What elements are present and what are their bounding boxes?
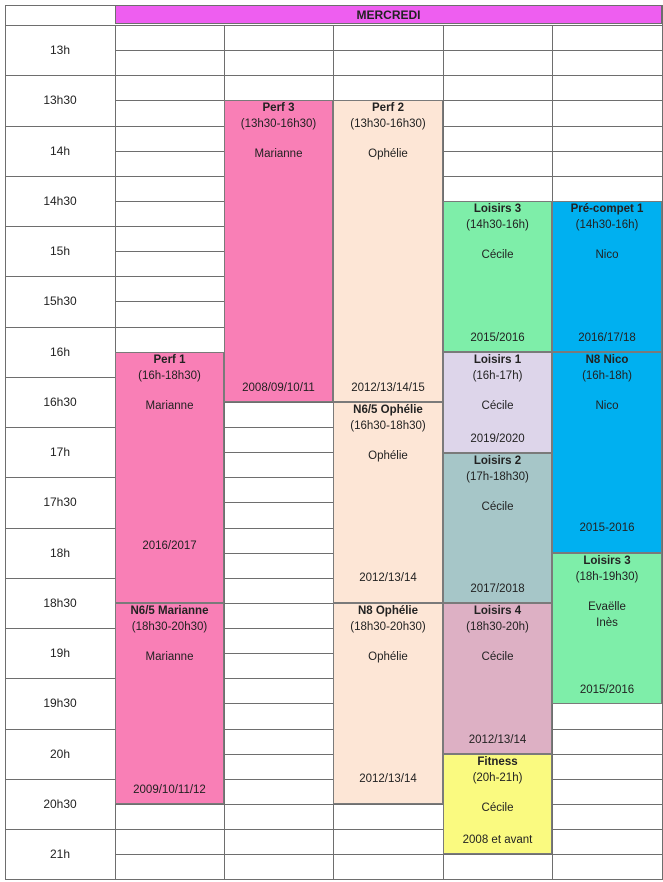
session-coach: Cécile (481, 802, 514, 814)
grid-line (115, 50, 662, 51)
session-title: Loisirs 2 (473, 455, 522, 467)
session-block[interactable] (224, 100, 333, 402)
session-hours: (14h30-16h) (466, 218, 529, 231)
session-years: 2008/09/10/11 (242, 381, 315, 394)
session-hours: (20h-21h) (472, 771, 523, 784)
session-block[interactable] (443, 603, 552, 754)
session-hours: (16h-17h) (472, 369, 523, 382)
time-label: 21h (49, 847, 71, 861)
session-hours: (18h30-20h30) (131, 620, 208, 633)
session-coach: Nico (595, 400, 619, 412)
session-title: Loisirs 3 (473, 203, 522, 215)
session-title: Loisirs 1 (473, 354, 522, 366)
time-label: 20h30 (43, 797, 77, 811)
session-coach: Ophélie (368, 450, 408, 462)
time-label: 18h (49, 546, 71, 560)
session-hours: (18h-19h30) (575, 570, 639, 583)
session-years: 2015-2016 (579, 521, 635, 534)
time-label: 14h (49, 144, 71, 158)
time-label: 20h (49, 747, 71, 761)
time-label: 16h30 (43, 395, 77, 409)
session-coach: Cécile (481, 400, 514, 412)
grid-line (115, 854, 662, 855)
time-label: 13h (49, 43, 71, 57)
session-years: 2016/2017 (142, 539, 197, 552)
time-label: 19h30 (43, 696, 77, 710)
time-label: 19h (49, 646, 71, 660)
session-block[interactable] (552, 352, 662, 553)
session-block[interactable] (443, 754, 552, 854)
session-years: 2009/10/11/12 (133, 783, 206, 796)
session-title: Perf 3 (262, 102, 295, 114)
session-hours: (18h30-20h) (466, 620, 529, 633)
session-years: 2015/2016 (470, 331, 525, 344)
session-title: N8 Ophélie (357, 605, 419, 617)
session-title: Loisirs 4 (473, 605, 522, 617)
session-block[interactable] (443, 352, 552, 453)
session-block[interactable] (443, 453, 552, 603)
session-years: 2017/2018 (470, 582, 525, 595)
time-label: 18h30 (43, 596, 77, 610)
session-title: Fitness (477, 756, 518, 768)
session-block[interactable] (443, 201, 552, 352)
session-years: 2019/2020 (470, 432, 525, 445)
session-block[interactable] (333, 100, 443, 402)
session-block[interactable] (333, 402, 443, 603)
time-label: 17h30 (43, 495, 77, 509)
session-years: 2012/13/14 (359, 571, 417, 584)
session-title: N8 Nico (585, 354, 629, 366)
session-hours: (16h30-18h30) (350, 419, 426, 432)
session-block[interactable] (552, 553, 662, 704)
day-header: MERCREDI (115, 5, 662, 24)
session-title: Perf 1 (153, 354, 186, 366)
time-label: 15h (49, 244, 71, 258)
time-label: 14h30 (43, 194, 77, 208)
session-years: 2012/13/14 (359, 772, 417, 785)
session-years: 2016/17/18 (578, 331, 636, 344)
session-title: N6/5 Ophélie (353, 404, 423, 416)
session-coach: Nico (595, 249, 619, 261)
session-block[interactable] (333, 603, 443, 804)
time-label: 13h30 (43, 93, 77, 107)
session-hours: (17h-18h30) (466, 470, 529, 483)
session-coach: Evaëlle Inès (588, 601, 626, 629)
session-coach: Marianne (254, 148, 303, 160)
session-coach: Ophélie (368, 651, 408, 663)
session-title: Loisirs 3 (583, 555, 631, 567)
session-years: 2012/13/14 (468, 733, 527, 746)
session-block[interactable] (552, 201, 662, 352)
session-hours: (16h-18h30) (138, 369, 201, 382)
session-hours: (13h30-16h30) (240, 117, 317, 130)
session-title: Perf 2 (372, 102, 404, 114)
session-hours: (14h30-16h) (575, 218, 639, 231)
session-block[interactable] (115, 352, 224, 603)
session-title: N6/5 Marianne (130, 605, 209, 617)
session-coach: Marianne (145, 400, 194, 412)
session-years: 2015/2016 (579, 683, 635, 696)
grid-line (115, 804, 662, 805)
time-label: 15h30 (43, 294, 77, 308)
session-title: Pré-compet 1 (570, 203, 644, 215)
session-coach: Cécile (481, 651, 514, 663)
time-label: 17h (49, 445, 71, 459)
session-coach: Ophélie (368, 148, 408, 160)
session-block[interactable] (115, 603, 224, 804)
session-hours: (13h30-16h30) (350, 117, 426, 130)
session-hours: (18h30-20h30) (350, 620, 426, 633)
time-label: 16h (49, 345, 71, 359)
session-years: 2008 et avant (462, 833, 533, 846)
session-coach: Marianne (145, 651, 194, 663)
session-coach: Cécile (481, 501, 514, 513)
session-years: 2012/13/14/15 (351, 381, 425, 394)
session-hours: (16h-18h) (582, 369, 632, 382)
session-coach: Cécile (481, 249, 514, 261)
